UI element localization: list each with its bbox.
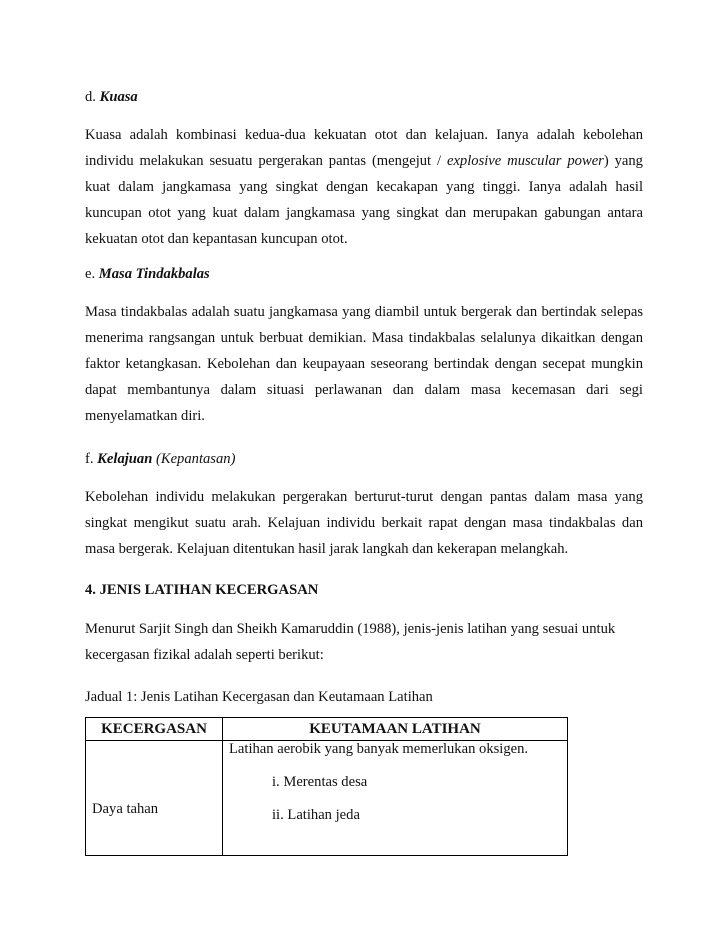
section-f-paragraph: Kebolehan individu melakukan pergerakan berturut-turut dengan pantas dalam masa yang singkat mengikut suatu arah. Kelajuan individu berkait rapat dengan masa tindakbalas dan masa bergerak. Kelajuan ditentukan hasil jarak langkah dan kekerapan melangkah. [85,489,643,558]
table-cell-kecergasan [86,741,223,856]
section-d-heading [85,87,643,107]
table-header-kecergasan: KECERGASAN [86,718,223,741]
section-f-prefix: f. [85,451,98,467]
table-caption: Jadual 1: Jenis Latihan Kecergasan dan Keutamaan Latihan [85,689,433,705]
section-d-title: Kuasa [99,89,138,105]
section-d-prefix: d. [85,89,100,105]
section-e-paragraph: Masa tindakbalas adalah suatu jangkamasa yang diambil untuk bergerak dan bertindak selepas menerima rangsangan untuk berbuat demikian. Masa tindakbalas selalunya dikaitkan dengan faktor ketangkasan. Kebolehan dan keupayaan seseorang bertindak dengan secepat mungkin dapat membantunya dalam situasi perlawanan dan dalam masa kecemasan dari segi menyelamatkan diri. [85,304,643,425]
table-cell-keutamaan [223,741,568,856]
keutamaan-intro: Latihan aerobik yang banyak memerlukan oksigen. [229,741,529,757]
latihan-table [85,717,568,856]
section-4-paragraph: Menurut Sarjit Singh dan Sheikh Kamaruddin (1988), jenis-jenis latihan yang sesuai untuk kecergasan fizikal adalah seperti berikut: [85,621,616,664]
keutamaan-item: ii. Latihan jeda [272,807,360,823]
section-d-text-b: ) yang kuat dalam jangkamasa yang singkat dengan kecakapan yang tinggi. Ianya adalah hasil kuncupan otot yang kuat dalam jangkamasa yang singkat dan merupakan gabungan antara kekuatan otot dan kepantasan kuncupan otot. [85,153,643,248]
section-4-heading: 4. JENIS LATIHAN KECERGASAN [85,582,319,598]
section-e-heading [85,264,643,284]
section-d-text-a: Kuasa adalah kombinasi kedua-dua kekuatan otot dan kelajuan. Ianya adalah kebolehan individu melakukan sesuatu pergerakan pantas (mengejut / [85,127,643,170]
section-d-paragraph [85,122,643,252]
table-header-keutamaan: KEUTAMAAN LATIHAN [223,718,568,741]
section-f-subtitle: (Kepantasan) [155,451,236,467]
section-e-prefix: e. [85,266,99,282]
section-f-title: Kelajuan [97,451,153,467]
section-e-title: Masa Tindakbalas [98,266,210,282]
table-header-row [86,718,568,741]
kecergasan-value: Daya tahan [92,801,159,817]
section-d-text-italic: explosive muscular power [446,153,604,170]
table-row [86,741,568,856]
section-f-heading [85,449,643,469]
keutamaan-item: i. Merentas desa [272,774,368,790]
